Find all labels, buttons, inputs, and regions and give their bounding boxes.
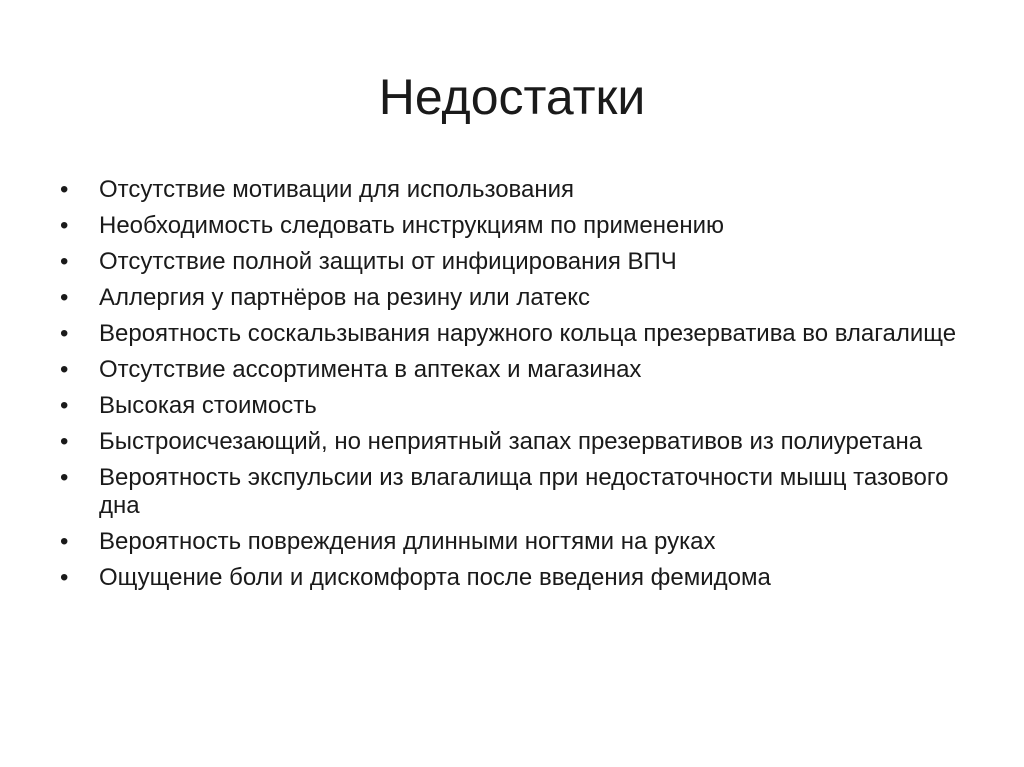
bullet-text: Высокая стоимость bbox=[99, 392, 317, 419]
bullet-text: Аллергия у партнёров на резину или латекс bbox=[99, 284, 590, 311]
bullet-dot-icon: • bbox=[60, 464, 69, 491]
bullet-text: Вероятность соскальзывания наружного кольца презерватива во влагалище bbox=[99, 320, 957, 347]
slide-title: Недостатки bbox=[378, 69, 646, 125]
bullet-item bbox=[60, 248, 960, 276]
bullet-dot-icon: • bbox=[60, 564, 69, 591]
bullet-list bbox=[60, 176, 960, 600]
bullet-item bbox=[60, 564, 960, 592]
bullet-text: Отсутствие мотивации для использования bbox=[99, 176, 575, 203]
bullet-dot-icon: • bbox=[60, 356, 69, 383]
bullet-dot-icon: • bbox=[60, 248, 69, 275]
bullet-text: Отсутствие ассортимента в аптеках и магазинах bbox=[99, 356, 642, 383]
bullet-text: Вероятность повреждения длинными ногтями на руках bbox=[99, 528, 716, 555]
bullet-dot-icon: • bbox=[60, 176, 69, 203]
bullet-item bbox=[60, 464, 960, 520]
bullet-item bbox=[60, 284, 960, 312]
bullet-text: Необходимость следовать инструкциям по применению bbox=[99, 212, 725, 239]
bullet-text: Быстроисчезающий, но неприятный запах презервативов из полиуретана bbox=[99, 428, 923, 455]
bullet-text: Ощущение боли и дискомфорта после введения фемидома bbox=[99, 564, 771, 591]
bullet-dot-icon: • bbox=[60, 212, 69, 239]
bullet-item bbox=[60, 428, 960, 456]
bullet-item bbox=[60, 392, 960, 420]
bullet-item bbox=[60, 320, 960, 348]
bullet-item bbox=[60, 212, 960, 240]
bullet-dot-icon: • bbox=[60, 528, 69, 555]
bullet-dot-icon: • bbox=[60, 428, 69, 455]
bullet-text: Отсутствие полной защиты от инфицирования ВПЧ bbox=[99, 248, 677, 275]
bullet-dot-icon: • bbox=[60, 284, 69, 311]
bullet-text: Вероятность экспульсии из влагалища при недостаточности мышц тазового дна bbox=[99, 464, 949, 519]
bullet-item bbox=[60, 176, 960, 204]
bullet-dot-icon: • bbox=[60, 320, 69, 347]
bullet-dot-icon: • bbox=[60, 392, 69, 419]
bullet-item bbox=[60, 356, 960, 384]
bullet-item bbox=[60, 528, 960, 556]
